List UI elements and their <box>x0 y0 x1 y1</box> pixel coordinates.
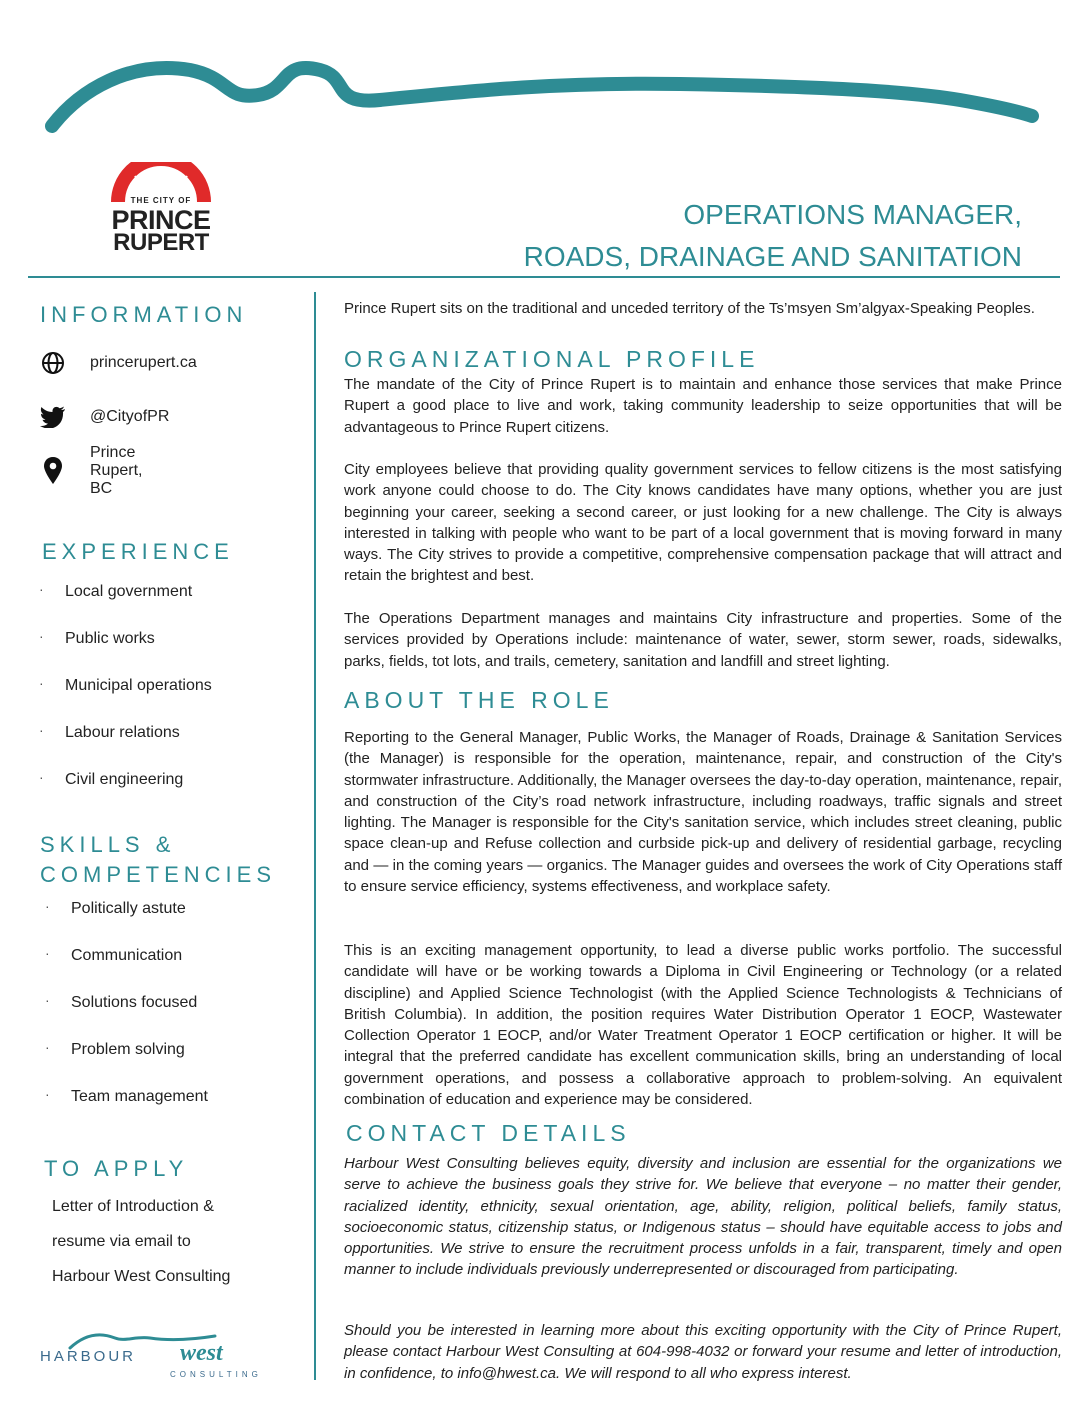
harbour-west-logo <box>40 1326 260 1386</box>
globe-icon <box>40 350 66 376</box>
map-pin-icon <box>40 458 66 484</box>
role-paragraph-1: Reporting to the General Manager, Public Works, the Manager of Roads, Drainage & Sanitation Services (the Manager) is responsible for the operation, maintenance, repair, and construction of the City's stormwater infrastructure. Additionally, the Manager oversees the day-to-day operation, maintenance, repair, and construction of the City’s road network infrastructure, including roadways, traffic signals and street lighting. The Manager is responsible for the City's sanitation service, which includes street cleaning, public space clean-up and Refuse collection and curbside pick-up and delivery of residential garbage, recycling and — in the coming years — organics. The Manager guides and oversees the work of City Operations staff to ensure service efficiency, systems effectiveness, and workplace safety. <box>344 729 1062 896</box>
contact-paragraph-2: Should you be interested in learning more about this exciting opportunity with the City of Prince Rupert, please contact Harbour West Consulting at 604-998-4032 or forward your resume and letter of introduction, in confidence, to info@hwest.ca. We will respond to all who express interest. <box>344 1322 1062 1382</box>
info-location-text: Prince Rupert, BC <box>90 444 143 497</box>
apply-heading: TO APPLY <box>44 1156 189 1181</box>
logo-line-1: PRINCE <box>111 205 211 235</box>
info-location <box>40 444 143 497</box>
apply-line: resume via email to <box>52 1233 191 1250</box>
harbour-west-sub: CONSULTING <box>170 1370 262 1379</box>
logo-line-2: RUPERT <box>113 229 209 256</box>
city-logo <box>88 162 234 262</box>
experience-item: · Labour relations <box>39 722 180 741</box>
harbour-west-word-2: west <box>180 1340 223 1366</box>
role-paragraph-2: This is an exciting management opportunity, to lead a diverse public works portfolio. The successful candidate will have or be working towards a Diploma in Civil Engineering or Technology (or a related discipline) and Applied Science Technologist (with the Applied Science Technologists & Technicians of British Columbia). In addition, the position requires Water Distribution Operator 1 EOCP, Wastewater Collection Operator 1 EOCP, and/or Water Treatment Operator 1 EOCP certification or higher. It will be integral that the preferred candidate has excellent communication skills, bring an understanding of local government operations, and possess a collaborative approach to problem-solving. An equivalent combination of education and experience may be considered. <box>344 942 1062 1109</box>
skill-item: · Problem solving <box>45 1039 185 1058</box>
skill-item: · Communication <box>45 945 183 964</box>
org-paragraph-2: City employees believe that providing quality government services to fellow citizens is the most satisfying work anyone could choose to do. The City knows candidates have many options, whether you are just beginning your career, seeking a second career, or just looking for a new challenge. The City is always interested in talking with people who want to be part of a local government that is moving forward in many ways. The City strives to provide a competitive, comprehensive compensation package that will attract and retain the brightest and best. <box>344 461 1062 585</box>
skill-item: · Team management <box>45 1086 208 1105</box>
column-divider <box>314 292 316 1380</box>
info-website[interactable] <box>40 348 197 378</box>
contact-heading: CONTACT DETAILS <box>346 1120 631 1146</box>
about-role-heading: ABOUT THE ROLE <box>344 687 614 713</box>
intro-paragraph: Prince Rupert sits on the traditional and unceded territory of the Ts’msyen Sm’algyax-Speaking Peoples. <box>344 300 1035 317</box>
apply-line: Letter of Introduction & <box>52 1198 214 1215</box>
skill-item: · Politically astute <box>45 898 186 917</box>
job-title-line-2: ROADS, DRAINAGE AND SANITATION <box>523 241 1022 272</box>
header-wave-graphic <box>0 0 1088 150</box>
info-website-text: princerupert.ca <box>90 354 197 371</box>
org-paragraph-1: The mandate of the City of Prince Rupert is to maintain and enhance those services that make Prince Rupert a good place to live and work, taking community leadership to seize opportunities that will be advantageous to Prince Rupert citizens. <box>344 376 1062 436</box>
org-profile-heading: ORGANIZATIONAL PROFILE <box>344 346 760 372</box>
skills-heading-line-1: SKILLS & <box>40 832 176 857</box>
title-divider <box>28 276 1060 278</box>
org-paragraph-3: The Operations Department manages and maintains City infrastructure and properties. Some of the services provided by Operations include: maintenance of water, sewer, storm sewer, roads, sidewalks, parks, fields, tot lots, and trails, cemetery, sanitation and landfill and street lighting. <box>344 610 1062 670</box>
info-twitter-text: @CityofPR <box>90 408 170 425</box>
experience-heading: EXPERIENCE <box>42 539 234 564</box>
skill-item: · Solutions focused <box>45 992 198 1011</box>
contact-paragraph-1: Harbour West Consulting believes equity, diversity and inclusion are essential for the organizations we serve to achieve the business goals they strive for. We believe that everyone – no matter their gender, racialized identity, ethnicity, sexual orientation, age, ability, religion, political beliefs, family status, socioeconomic status, citizenship status, or Indigenous status – should have equitable access to jobs and opportunities. We strive to ensure the recruitment process unfolds in a fair, transparent, timely and open manner to include individuals previously underrepresented or discouraged from participating. <box>344 1155 1062 1279</box>
harbour-west-word-1: HARBOUR <box>40 1348 137 1365</box>
twitter-icon <box>40 404 66 430</box>
experience-item: · Civil engineering <box>39 769 184 788</box>
experience-item: · Public works <box>39 628 155 647</box>
experience-item: · Municipal operations <box>39 675 212 694</box>
information-heading: INFORMATION <box>40 302 248 327</box>
job-title-line-1: OPERATIONS MANAGER, <box>683 199 1022 230</box>
logo-small-text: THE CITY OF <box>130 196 192 205</box>
job-title <box>524 194 1022 278</box>
experience-item: · Local government <box>39 581 193 600</box>
apply-line: Harbour West Consulting <box>52 1268 231 1285</box>
info-twitter[interactable] <box>40 402 170 432</box>
skills-heading-line-2: COMPETENCIES <box>40 862 277 887</box>
